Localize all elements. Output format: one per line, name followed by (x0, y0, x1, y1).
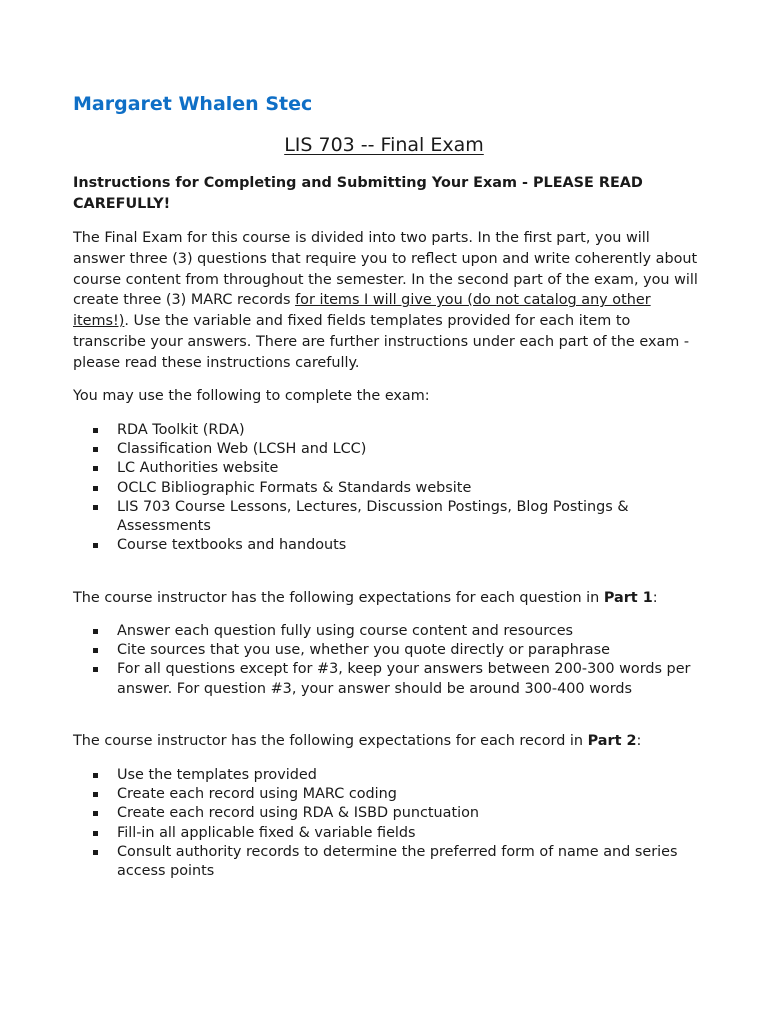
bullet-icon (93, 831, 98, 836)
resources-list (73, 421, 693, 555)
intro-paragraph (73, 228, 703, 374)
bullet-icon (93, 447, 98, 452)
list-item-text: For all questions except for #3, keep your answers between 200-300 words per answer. For question #3, your answer should be around 300-400 words (117, 661, 691, 697)
bullet-icon (93, 543, 98, 548)
list-item (73, 660, 693, 698)
part1-expectations-list (73, 622, 693, 699)
intro-underlined-text: for items I will give you (do not catalog any other items!) (73, 292, 651, 330)
bullet-icon (93, 486, 98, 491)
list-item (73, 843, 693, 881)
part2-intro (73, 731, 703, 752)
part1-text-after: : (652, 590, 658, 606)
list-item (73, 766, 693, 785)
list-item (73, 641, 693, 660)
part2-text-before: The course instructor has the following expectations for each record in (73, 733, 588, 749)
list-item (73, 824, 693, 843)
list-item-text: Consult authority records to determine the preferred form of name and series access points (117, 843, 678, 880)
instructions-heading: Instructions for Completing and Submitting Your Exam - PLEASE READ CAREFULLY! (73, 175, 643, 212)
list-item-text: Course textbooks and handouts (117, 537, 347, 554)
bullet-icon (93, 466, 98, 471)
part2-text-after: : (636, 733, 642, 749)
part1-intro (73, 588, 703, 609)
page-title-text: LIS 703 -- Final Exam (284, 134, 484, 156)
list-item-text: LC Authorities website (117, 460, 279, 477)
resources-intro: You may use the following to complete the exam: (73, 388, 430, 404)
bullet-icon (93, 811, 98, 816)
list-item (73, 459, 693, 478)
bullet-icon (93, 667, 98, 672)
list-item (73, 440, 693, 459)
bullet-icon (93, 850, 98, 855)
list-item (73, 785, 693, 804)
bullet-icon (93, 428, 98, 433)
list-item (73, 622, 693, 641)
list-item-text: Create each record using RDA & ISBD punctuation (117, 805, 480, 822)
author-name: Margaret Whalen Stec (73, 93, 313, 115)
part1-label: Part 1 (603, 590, 653, 606)
intro-text-after: . Use the variable and fixed fields templates provided for each item to transcribe your answers. There are further instructions under each part of the exam - please read these instructions carefully. (73, 313, 690, 371)
bullet-icon (93, 505, 98, 510)
list-item (73, 479, 693, 498)
bullet-icon (93, 648, 98, 653)
part2-label: Part 2 (587, 733, 637, 749)
list-item (73, 804, 693, 823)
bullet-icon (93, 629, 98, 634)
intro-text-before: The Final Exam for this course is divided into two parts. In the first part, you will answer three (3) questions that require you to reflect upon and write coherently about course content from throughout the semester. In the second part of the exam, you will create three (3) MARC records (73, 230, 698, 309)
list-item (73, 536, 693, 555)
list-item-text: LIS 703 Course Lessons, Lectures, Discussion Postings, Blog Postings & Assessments (117, 498, 629, 535)
bullet-icon (93, 792, 98, 797)
list-item (73, 498, 693, 536)
part2-expectations-list (73, 766, 693, 881)
list-item-text: Cite sources that you use, whether you quote directly or paraphrase (117, 642, 610, 659)
list-item-text: Use the templates provided (117, 767, 317, 783)
list-item-text: Fill-in all applicable fixed & variable fields (117, 824, 416, 841)
part1-text-before: The course instructor has the following expectations for each question in (73, 590, 604, 606)
list-item-text: Answer each question fully using course content and resources (117, 623, 574, 639)
list-item-text: Create each record using MARC coding (117, 786, 397, 803)
list-item-text: OCLC Bibliographic Formats & Standards website (117, 479, 472, 496)
list-item-text: Classification Web (LCSH and LCC) (117, 441, 367, 458)
page-title (0, 132, 768, 158)
list-item-text: RDA Toolkit (RDA) (117, 422, 245, 438)
bullet-icon (93, 773, 98, 778)
list-item (73, 421, 693, 440)
